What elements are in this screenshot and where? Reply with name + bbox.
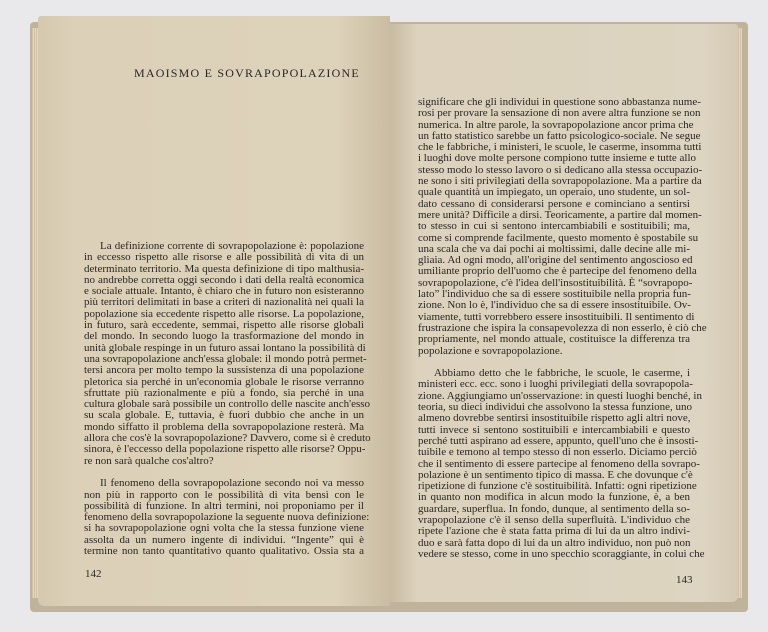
text-line: dato cessano di considerarsi persone e cominciano a sentirsi bbox=[418, 197, 690, 210]
text-line: to stesso in cui si sentono intercambiabili e sostituibili; ma, bbox=[418, 220, 690, 233]
text-line: Il fenomeno della sovrapopolazione secondo noi va messo bbox=[100, 477, 364, 490]
text-line: una sovrapopolazione anch'essa globale: il mondo potrà permet- bbox=[84, 352, 367, 365]
text-line: che il sentimento di essere partecipe al fenomeno della sovrapo- bbox=[418, 457, 700, 470]
text-line: popolazione sia eccedente rispetto alle risorse. La popolazione, bbox=[84, 307, 364, 320]
text-line: in eccesso rispetto alle risorse e alle possibilità di vita di un bbox=[84, 251, 364, 264]
text-line: duo e sarà fatta dopo di lui da un altro individuo, non può non bbox=[418, 536, 691, 549]
text-line: cultura globale sarà possibile un controllo delle nascite anch'esso bbox=[84, 398, 371, 411]
text-line: sinora, è l'eccesso della popolazione rispetto alle risorse? Oppu- bbox=[84, 443, 366, 456]
text-line: ne sono i siti privilegiati della sovrapopolazione. Ma a partire da bbox=[418, 175, 702, 188]
text-line: tersi ancora per molto tempo la sussistenza di una popolazione bbox=[84, 364, 364, 377]
text-line: Abbiamo detto che le fabbriche, le scuole, le caserme, i bbox=[434, 367, 690, 380]
text-line: zione. Aggiungiamo un'osservazione: in questi luoghi benché, in bbox=[418, 389, 702, 402]
text-line: termine non tanto quantitativo quanto qualitativo. Ossia sta a bbox=[84, 545, 364, 558]
page-number-left: 142 bbox=[85, 568, 102, 580]
text-line: mondo siffatto il problema della sovrapopolazione resterà. Ma bbox=[84, 420, 364, 433]
text-line: ripetizione di funzione c'è sostituibilità. Infatti: ogni ripetizione bbox=[418, 480, 697, 493]
text-line: no andrebbe corretta oggi secondo i dati della realtà economica bbox=[84, 273, 364, 286]
page-number-right: 143 bbox=[676, 574, 693, 586]
text-line: in quanto non modifica in alcun modo la funzione, è, a ben bbox=[418, 491, 690, 504]
text-line: propriamente, nel mondo attuale, costituisce la differenza tra bbox=[418, 333, 690, 346]
text-line: pletorica sia perché in un'economia globale le risorse verranno bbox=[84, 375, 364, 388]
text-line: mere unità? Difficile a dirsi. Teoricamente, a partire dal momen- bbox=[418, 208, 702, 221]
text-line: non più in rapporto con le possibilità di vita bensì con le bbox=[84, 488, 364, 501]
text-line: determinato territorio. Ma questa definizione di tipo malthusia- bbox=[84, 262, 364, 275]
text-line: allora che cos'è la sovrapopolazione? Davvero, come si è creduto bbox=[84, 432, 371, 445]
text-line: vedere se stesso, come in uno specchio scoraggiante, in colui che bbox=[418, 547, 705, 560]
text-line: popolazione e sovrapopolazione. bbox=[418, 344, 563, 357]
text-line: più territori delimitati in base a criteri di nazionalità nei quali la bbox=[84, 296, 364, 309]
text-line: La definizione corrente di sovrapopolazione è: popolazione bbox=[100, 240, 364, 252]
text-line: quale quantità un impiegato, un operaio, uno studente, un sol- bbox=[418, 186, 690, 199]
text-line: una scala che va dai pochi ai moltissimi, dalle decine alle mi- bbox=[418, 242, 690, 255]
text-line: e sociale attuale. Intanto, è chiaro che in futuro non esisteranno bbox=[84, 285, 364, 298]
text-line: sovrapopolazione, c'è l'idea dell'insostituibilità. È “sovrapopo- bbox=[418, 276, 693, 289]
text-line: umiliante proprio dell'uomo che è partecipe del fenomeno della bbox=[418, 265, 697, 278]
text-line: un fatto statistico sarebbe un fatto psicologico-sociale. Ne segue bbox=[418, 129, 701, 142]
text-line: su scala globale. E, tuttavia, è fuori dubbio che anche in un bbox=[84, 409, 364, 422]
text-line: ministeri ecc. ecc. sono i luoghi privilegiati della sovrapopola- bbox=[418, 378, 693, 391]
text-line: vrapopolazione c'è il senso della superfluità. L'individuo che bbox=[418, 513, 690, 526]
text-line: almeno dovrebbe sentirsi insostituibile rispetto agli altri nove, bbox=[418, 412, 691, 425]
text-line: sfruttate più razionalmente e più a fondo, sia perché in una bbox=[84, 386, 364, 399]
text-line: possibilità di funzione. In altri termini, noi proponiamo per il bbox=[84, 499, 364, 512]
text-line: viamente, tutti vorrebbero essere insostituibili. Il sentimento di bbox=[418, 310, 695, 323]
text-line: guardare, superflua. In fondo, dunque, al sentimento della so- bbox=[418, 502, 690, 515]
right-page bbox=[390, 24, 738, 602]
text-line: ripete l'azione che è stata fatta prima di lui da un altro indivi- bbox=[418, 525, 690, 538]
text-line: teoria, su dieci individui che assolvono la stessa funzione, uno bbox=[418, 401, 693, 414]
text-line: frustrazione che ispira la consapevolezza di non esserlo, è ciò che bbox=[418, 321, 707, 334]
text-line: del mondo. In secondo luogo la trasformazione del mondo in bbox=[84, 330, 364, 343]
text-line: si ha sovrapopolazione ogni volta che la stessa funzione viene bbox=[84, 522, 364, 535]
text-line: tuibile e temono al tempo stesso di non esserlo. Diciamo perciò bbox=[418, 446, 697, 459]
left-page bbox=[38, 16, 390, 606]
text-line: unità globale respinge in un futuro assai lontano la possibilità di bbox=[84, 341, 366, 354]
text-line: come si comprende facilmente, questo momento è spostabile su bbox=[418, 231, 699, 244]
text-line: polazione è un sentimento tipico di massa. E che dovunque c'è bbox=[418, 468, 693, 481]
text-line: i luoghi dove molte persone compiono tutte insieme e tutte allo bbox=[418, 152, 696, 165]
text-line: rosi per provare la sensazione di non avere altra funzione se non bbox=[418, 107, 701, 120]
text-line: numerica. In altre parole, la sovrapopolazione ancor prima che bbox=[418, 118, 694, 131]
text-line: significare che gli individui in questione sono abbastanza nume- bbox=[418, 96, 701, 108]
text-line: assolta da un numero ingente di individui. “Ingente” qui è bbox=[84, 533, 364, 546]
text-line: che le fabbriche, i ministeri, le scuole, le caserme, insomma tutti bbox=[418, 141, 702, 154]
text-line: re non sarà qualche cos'altro? bbox=[84, 454, 214, 467]
right-page-body bbox=[418, 96, 707, 560]
text-line: fenomeno della sovrapopolazione la seguente nuova definizione: bbox=[84, 511, 370, 524]
text-line: perché tutti aspirano ad essere, appunto, quell'uno che è insosti- bbox=[418, 434, 699, 447]
chapter-title: MAOISMO E SOVRAPOPOLAZIONE bbox=[134, 66, 360, 80]
text-line: stesso modo lo stesso lavoro o si dedicano alla stessa occupazio- bbox=[418, 163, 703, 176]
left-page-body bbox=[84, 240, 371, 558]
text-line: lato” l'individuo che sa di essere sostituibile nella propria fun- bbox=[418, 288, 691, 301]
text-line: in futuro, sarà eccedente, semmai, rispetto alle risorse globali bbox=[84, 319, 364, 332]
text-line: gliaia. Ad ogni modo, all'origine del sentimento angoscioso ed bbox=[418, 254, 693, 267]
text-line: tutti invece si sentono sostituibili e intercambiabili e questo bbox=[418, 423, 690, 436]
text-line: zione. Non lo è, l'individuo che sa di essere insostituibile. Ov- bbox=[418, 299, 691, 312]
